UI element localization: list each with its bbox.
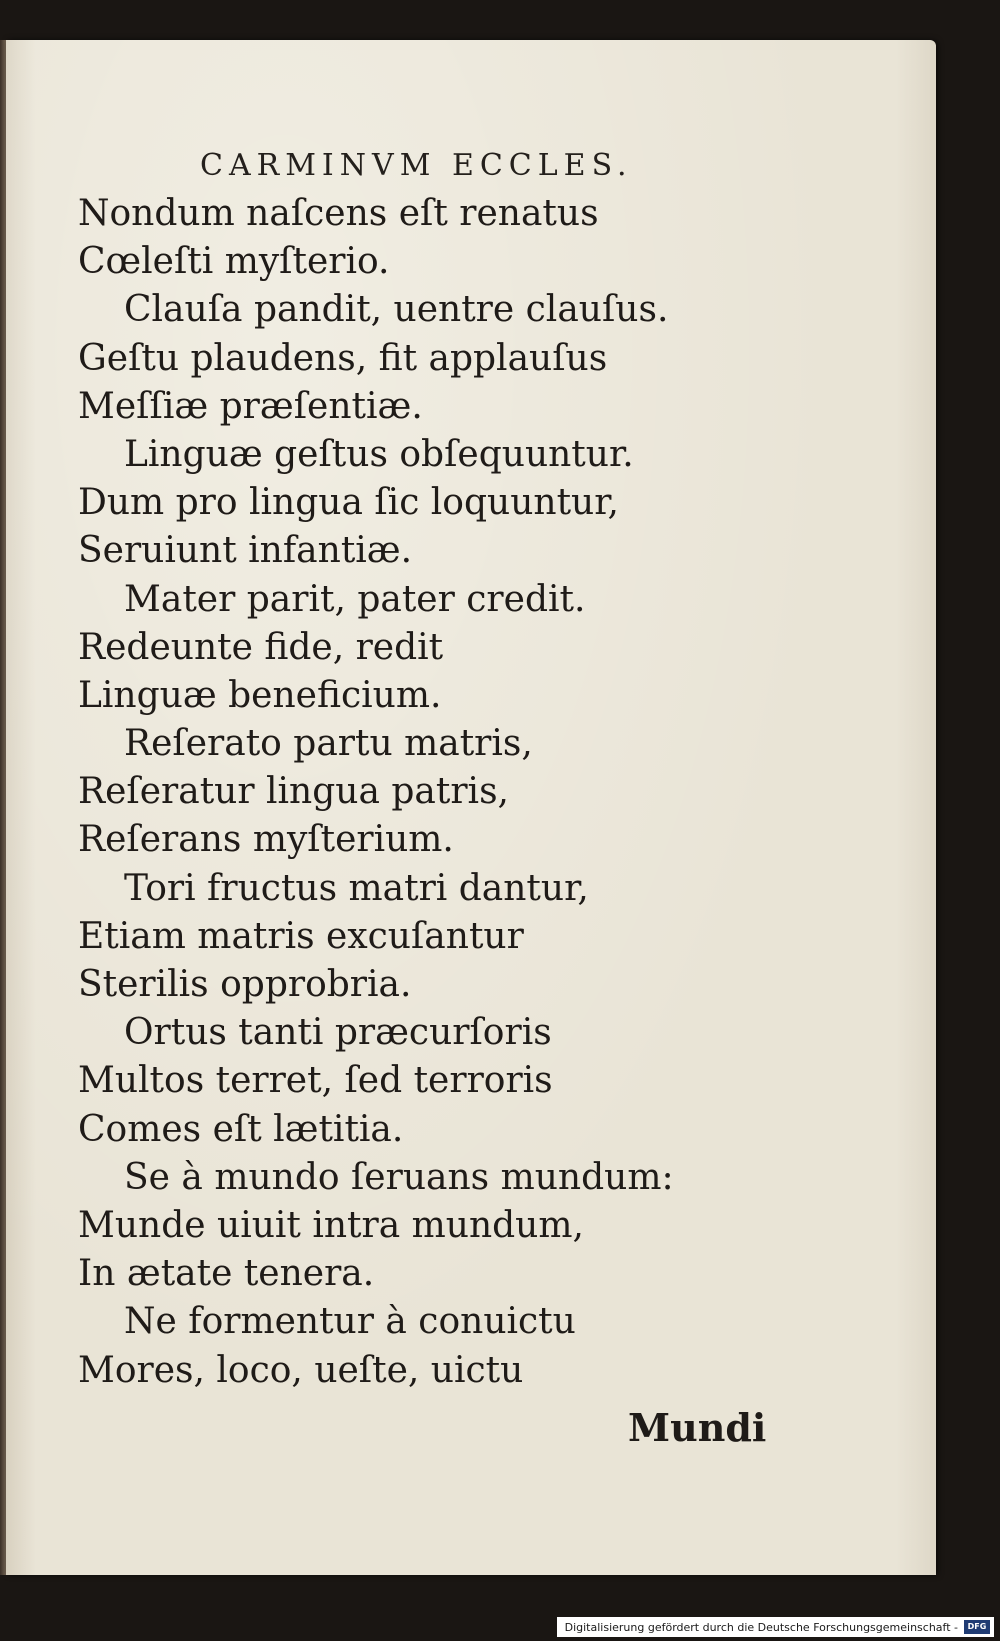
verse-line: Reſeratur lingua patris,	[78, 771, 509, 813]
verse-line: Ortus tanti præcurſoris	[124, 1012, 552, 1054]
verse-line: Se à mundo ſeruans mundum:	[124, 1156, 674, 1198]
verse-line: Comes eſt lætitia.	[78, 1108, 404, 1150]
verse-line: Clauſa pandit, uentre clauſus.	[124, 289, 669, 331]
verse-line: Cœleſti myſterio.	[78, 241, 390, 283]
verse-line: Nondum naſcens eſt renatus	[78, 193, 599, 234]
dfg-logo-icon: DFG	[964, 1620, 990, 1634]
verse-line: Ne formentur à conuictu	[124, 1301, 576, 1343]
dfg-credit-text: Digitalisierung gefördert durch die Deutsche Forschungsgemeinschaft -	[564, 1620, 958, 1634]
catchword: Mundi	[628, 1405, 767, 1450]
verse-line: Linguæ beneficium.	[78, 674, 442, 716]
verse-line: Redeunte fide, redit	[78, 626, 444, 668]
verse-line: Reſerans myſterium.	[78, 819, 454, 861]
verse-line: Etiam matris excuſantur	[78, 915, 524, 957]
verse-line: Sterilis opprobria.	[78, 964, 412, 1005]
verse-line: Tori fructus matri dantur,	[124, 867, 589, 909]
verse-text	[78, 190, 674, 1395]
verse-line: Linguæ geſtus obſequuntur.	[124, 433, 634, 475]
running-head: CARMINVM ECCLES.	[200, 148, 633, 183]
verse-line: Multos terret, ſed terroris	[78, 1060, 553, 1102]
verse-line: Geſtu plaudens, fit applauſus	[78, 337, 608, 379]
verse-line: In ætate tenera.	[78, 1253, 375, 1295]
verse-line: Munde uiuit intra mundum,	[78, 1204, 584, 1246]
verse-line: Seruiunt infantiæ.	[78, 530, 413, 572]
verse-line: Dum pro lingua ſic loquuntur,	[78, 482, 619, 524]
dfg-credit-bar	[557, 1617, 994, 1637]
verse-line: Reſerato partu matris,	[124, 723, 533, 765]
verse-line: Meſſiæ præſentiæ.	[78, 385, 423, 427]
verse-line: Mater parit, pater credit.	[124, 578, 586, 620]
verse-line: Mores, loco, ueſte, uictu	[78, 1349, 524, 1391]
